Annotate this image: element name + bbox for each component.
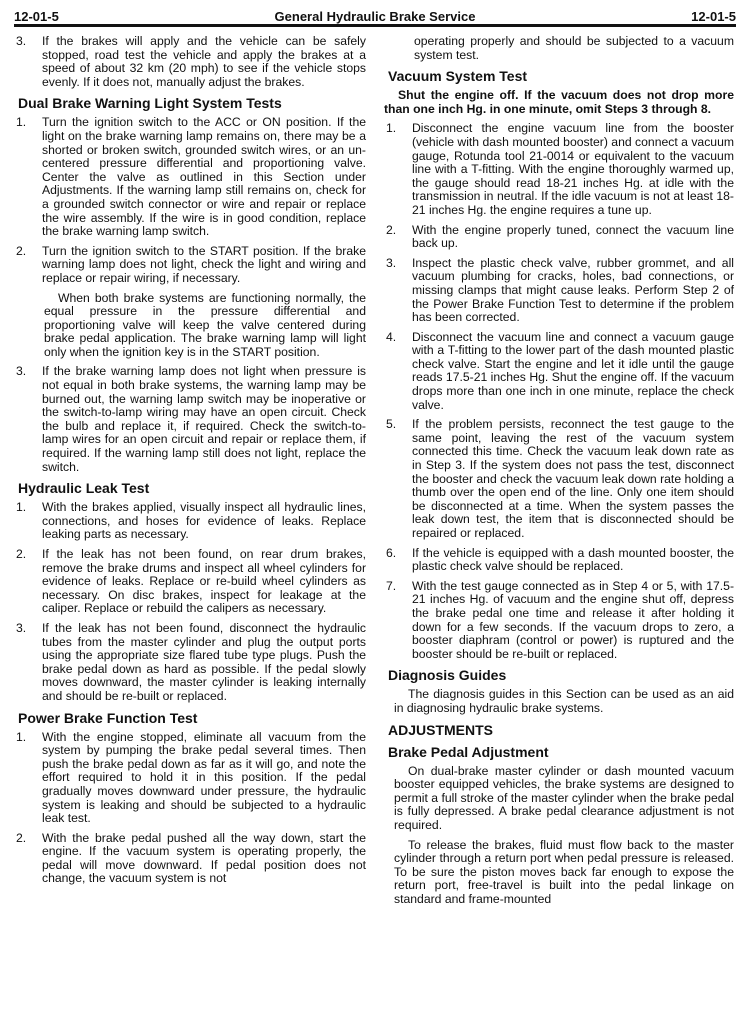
- page-number-left: 12-01-5: [14, 9, 59, 24]
- bold-lead-paragraph: Shut the engine off. If the vacuum does not drop more than one inch Hg. in one minute, omit Steps 3 through 8.: [384, 88, 734, 116]
- page-header: [14, 2, 736, 27]
- page-body: [14, 35, 736, 912]
- body-paragraph: The diagnosis guides in this Section can be used as an aid in diagnosing hydraulic brake systems.: [394, 687, 734, 715]
- body-paragraph: On dual-brake master cylinder or dash mounted vacuum booster equipped vehicles, the brake systems are designed to permit a full stroke of the master cylinder when the brake pedal is fully depressed. A brake pedal clearance adjustment is not required.: [394, 763, 734, 832]
- section-heading-hydraulic-leak: Hydraulic Leak Test: [18, 480, 150, 497]
- list-item: 6. If the vehicle is equipped with a dash mounted booster, the plastic check valve should be replaced.: [386, 545, 734, 574]
- section-heading-vacuum: Vacuum System Test: [388, 68, 528, 85]
- list-item: 2. If the leak has not been found, on rear drum brakes, remove the brake drums and inspect all wheel cylinders for evidence of leaks. Replace or re-build wheel cylinders as necessary. On disc brakes, inspect for leakage at the caliper. Replace or rebuild the calipers as necessary.: [16, 547, 366, 616]
- body-paragraph: When both brake systems are functioning normally, the equal pressure in the pressure differential and proportioning valve will keep the valve centered during brake pedal application. The brake warning lamp will light only when the ignition key is in the START position.: [44, 290, 366, 359]
- list-item: 1. Disconnect the engine vacuum line from the booster (vehicle with dash mounted booster) and connect a vacuum gauge, Rotunda tool 21-0014 or equivalent to the vacuum line with a T-fitting. With the engine thoroughly warmed up, the gauge should read 18-21 inches Hg. at idle with the transmission in neutral. If the idle vacuum is not at least 18-21 inches Hg. the engine requires a tune up.: [386, 121, 734, 217]
- list-item: 5. If the problem persists, reconnect the test gauge to the same point, leaving the rest of the vacuum system connected this time. Check the vacuum leak down rate as in Step 3. If the system does not pass the test, disconnect the booster and check the vacuum leak down rate holding a thumb over the open end of the line. Only one item should be disconnected at a time. When the system passes the leak down test, the item that is disconnected should be repaired or replaced.: [386, 417, 734, 540]
- section-heading-diagnosis: Diagnosis Guides: [388, 667, 507, 684]
- body-paragraph: To release the brakes, fluid must flow back to the master cylinder through a return port when pedal pressure is released. To be sure the piston moves back far enough to expose the return port, free-travel is built into the pedal linkage on standard and frame-mounted: [394, 837, 734, 906]
- list-item: 2. With the brake pedal pushed all the way down, start the engine. If the vacuum system is operating properly, the pedal will move downward. If pedal position does not change, the vacuum system is not: [16, 830, 366, 886]
- list-item: 2. Turn the ignition switch to the START position. If the brake warning lamp does not light, check the light and wiring and replace or repair wiring, if necessary.: [16, 243, 366, 285]
- list-item: 3. Inspect the plastic check valve, rubber grommet, and all vacuum plumbing for cracks, holes, bad connections, or missing clamps that might cause leaks. Perform Step 2 of the Power Brake Function Test to determine if the problem has been corrected.: [386, 255, 734, 325]
- list-item: 1. With the brakes applied, visually inspect all hydraulic lines, connections, and hoses for evidence of leaks. Replace leaking parts as necessary.: [16, 500, 366, 542]
- list-item: 3. If the leak has not been found, disconnect the hydraulic tubes from the master cylinder and plug the output ports using the appropriate size flared tube type plugs. Push the brake pedal down as hard as possible. If the pedal slowly moves downward, the master cylinder is leaking internally and should be re-built or replaced.: [16, 620, 366, 703]
- left-column: [14, 35, 366, 912]
- section-heading-power-brake: Power Brake Function Test: [18, 709, 198, 726]
- section-heading-brake-pedal: Brake Pedal Adjustment: [388, 743, 549, 760]
- right-column: [384, 35, 734, 912]
- list-item: 2. With the engine properly tuned, connect the vacuum line back up.: [386, 222, 734, 251]
- list-item: 7. With the test gauge connected as in Step 4 or 5, with 17.5-21 inches Hg. of vacuum and the engine shut off, depress the brake pedal one time and release it after holding it down for a few seconds. If the vacuum drops to zero, a booster diaphram (control or power) is ruptured and the booster should be re-built or replaced.: [386, 578, 734, 661]
- list-item: 1. With the engine stopped, eliminate all vacuum from the system by pumping the brake pedal several times. Then push the brake pedal down as far as it will go, and note the effort required to hold it in this position. If the pedal gradually moves downward under pressure, the hydraulic system is leaking and should be subjected to a hydraulic leak test.: [16, 729, 366, 826]
- page-number-right: 12-01-5: [691, 9, 736, 24]
- list-item: 1. Turn the ignition switch to the ACC or ON position. If the light on the brake warning lamp remains on, there may be a shorted or broken switch, grounded switch wires, or an un-centered pressure differential and proportioning valve. Center the valve as outlined in this Section under Adjustments. If the warning lamp still remains on, check for a grounded switch connector or wire and repair or replace the wire assembly. If the wire is in good condition, replace the brake warning lamp switch.: [16, 115, 366, 239]
- list-item: 3. If the brakes will apply and the vehicle can be safely stopped, road test the vehicle and apply the brakes at a speed of about 32 km (20 mph) to see if the vehicle stops evenly. If it does not, manually adjust the brakes.: [16, 34, 366, 89]
- manual-page: [0, 2, 746, 1025]
- list-item: 3. If the brake warning lamp does not light when pressure is not equal in both brake systems, the warning lamp may be burned out, the warning lamp switch may be inoperative or the switch-to-lamp wiring may have an open circuit. Check the bulb and replace it, if required. Check the switch-to-lamp wires for an open circuit and repair or replace them, if required. If the warning lamp still does not light, replace the switch.: [16, 364, 366, 474]
- section-heading-warning-light: Dual Brake Warning Light System Tests: [18, 95, 282, 112]
- list-item: 4. Disconnect the vacuum line and connect a vacuum gauge with a T-fitting to the lower part of the dash mounted plastic check valve. Start the engine and let it idle until the gauge reads 17.5-21 inches Hg. Shut the engine off. If the vacuum drops more than one inch in one minute, replace the check valve.: [386, 329, 734, 412]
- page-title: General Hydraulic Brake Service: [274, 9, 476, 24]
- section-heading-adjustments: ADJUSTMENTS: [388, 721, 494, 738]
- continued-text: operating properly and should be subjected to a vacuum system test.: [414, 34, 734, 62]
